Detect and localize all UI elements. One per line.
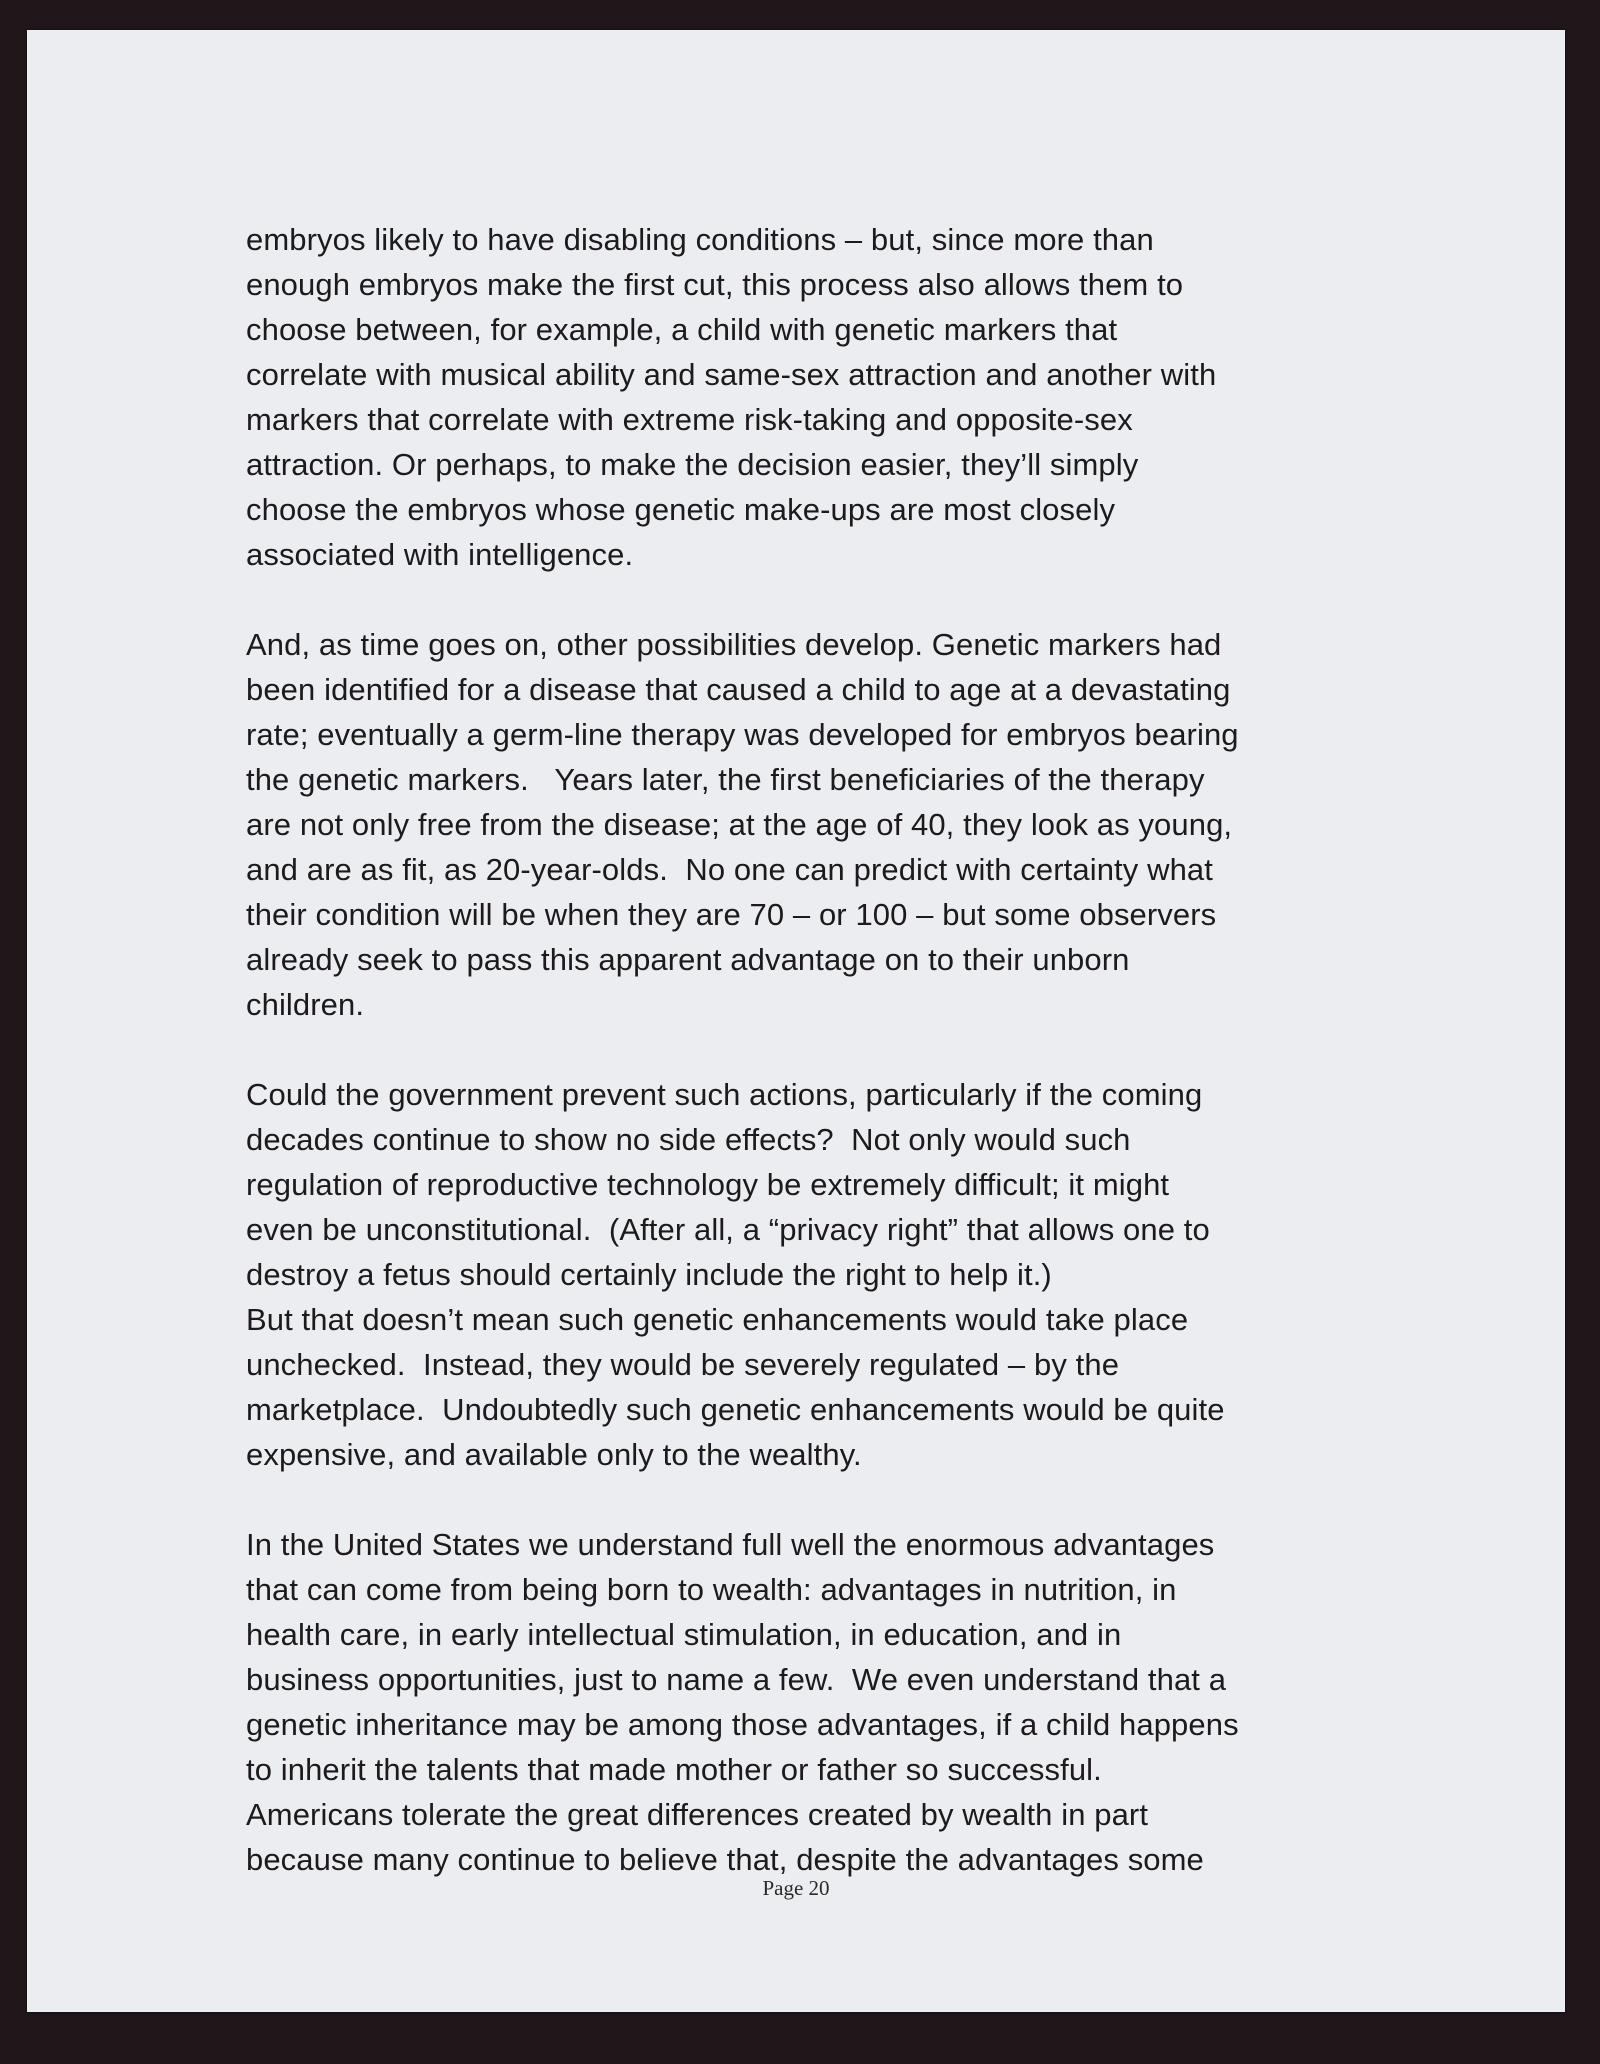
text-line: their condition will be when they are 70 – or 100 – but some observers [246,897,1217,932]
text-line: associated with intelligence. [246,537,634,572]
text-line: regulation of reproductive technology be extremely difficult; it might [246,1167,1170,1202]
text-line: choose the embryos whose genetic make-ups are most closely [246,492,1116,527]
text-line: destroy a fetus should certainly include the right to help it.) [246,1257,1052,1292]
document-page [27,30,1565,2012]
text-line: But that doesn’t mean such genetic enhancements would take place [246,1302,1189,1337]
text-line: enough embryos make the first cut, this process also allows them to [246,267,1184,302]
text-line: unchecked. Instead, they would be severely regulated – by the [246,1347,1120,1382]
text-line: health care, in early intellectual stimulation, in education, and in [246,1617,1122,1652]
text-line: because many continue to believe that, despite the advantages some [246,1842,1204,1877]
text-line: children. [246,987,365,1022]
text-line: even be unconstitutional. (After all, a “privacy right” that allows one to [246,1212,1210,1247]
text-line: already seek to pass this apparent advantage on to their unborn [246,942,1130,977]
text-line: And, as time goes on, other possibilities develop. Genetic markers had [246,627,1222,662]
paragraph [246,1072,1239,1477]
text-line: business opportunities, just to name a few. We even understand that a [246,1662,1227,1697]
body-text [246,217,1239,1927]
text-line: attraction. Or perhaps, to make the decision easier, they’ll simply [246,447,1139,482]
text-line: Americans tolerate the great differences created by wealth in part [246,1797,1149,1832]
text-line: In the United States we understand full well the enormous advantages [246,1527,1215,1562]
text-line: genetic inheritance may be among those advantages, if a child happens [246,1707,1239,1742]
text-line: marketplace. Undoubtedly such genetic enhancements would be quite [246,1392,1225,1427]
text-line: Could the government prevent such actions, particularly if the coming [246,1077,1203,1112]
text-line: embryos likely to have disabling conditions – but, since more than [246,222,1154,257]
paragraph [246,217,1239,577]
text-line: are not only free from the disease; at the age of 40, they look as young, [246,807,1233,842]
text-line: correlate with musical ability and same-sex attraction and another with [246,357,1217,392]
paragraph [246,622,1239,1027]
text-line: expensive, and available only to the wealthy. [246,1437,862,1472]
text-line: been identified for a disease that caused a child to age at a devastating [246,672,1231,707]
text-line: markers that correlate with extreme risk-taking and opposite-sex [246,402,1133,437]
paragraph [246,1522,1239,1882]
page-number: Page 20 [762,1876,830,1900]
text-line: the genetic markers. Years later, the first beneficiaries of the therapy [246,762,1205,797]
text-line: decades continue to show no side effects? Not only would such [246,1122,1131,1157]
text-line: to inherit the talents that made mother or father so successful. [246,1752,1102,1787]
text-line: rate; eventually a germ-line therapy was developed for embryos bearing [246,717,1239,752]
text-line: choose between, for example, a child with genetic markers that [246,312,1118,347]
text-line: that can come from being born to wealth: advantages in nutrition, in [246,1572,1177,1607]
text-line: and are as fit, as 20-year-olds. No one can predict with certainty what [246,852,1213,887]
